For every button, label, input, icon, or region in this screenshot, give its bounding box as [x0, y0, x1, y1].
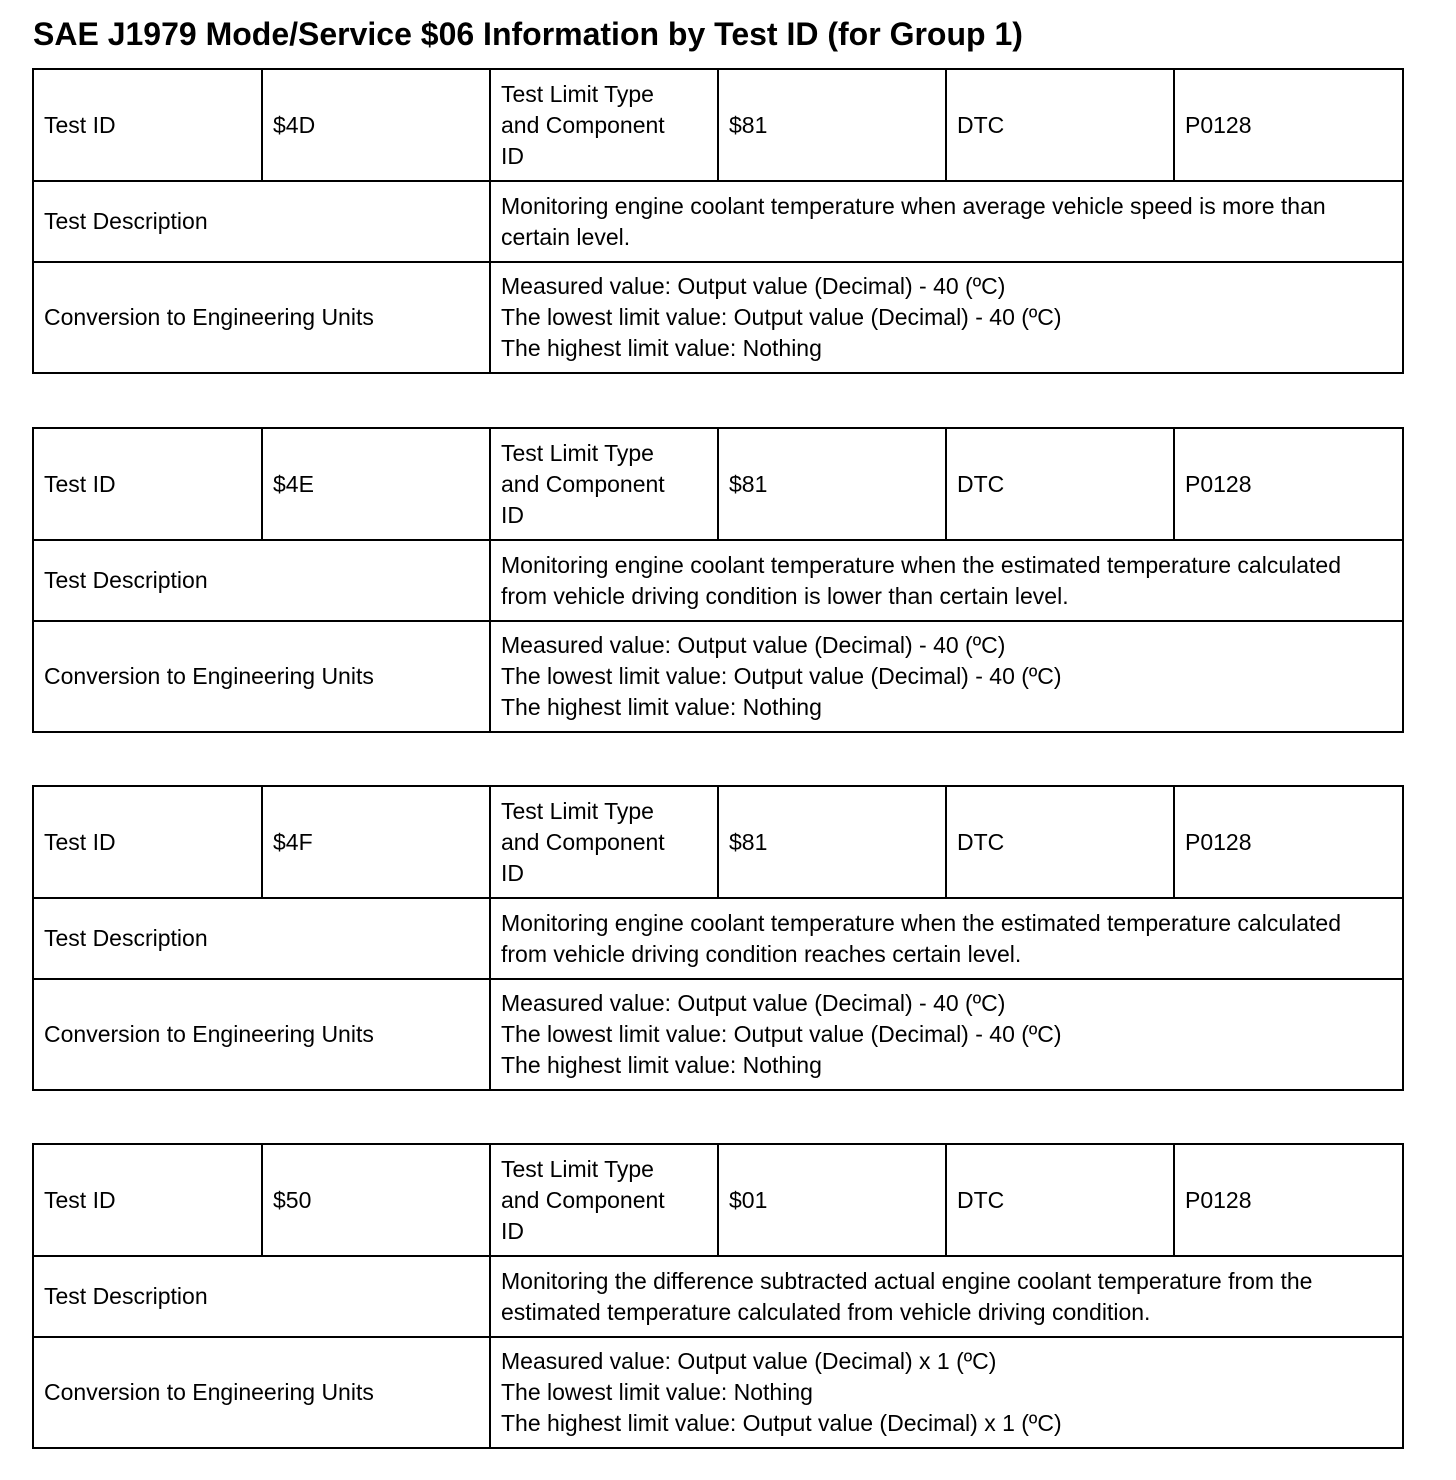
dtc-value: P0128 [1174, 428, 1403, 540]
test-id-value: $4F [262, 786, 490, 898]
test-limit-type-value: $81 [718, 428, 946, 540]
test-description-value: Monitoring engine coolant temperature when the estimated temperature calculated from vehicle driving condition reaches certain level. [490, 898, 1403, 979]
dtc-label: DTC [946, 786, 1174, 898]
test-description-row [33, 181, 1403, 262]
test-description-value: Monitoring the difference subtracted actual engine coolant temperature from the estimated temperature calculated from vehicle driving condition. [490, 1256, 1403, 1337]
test-id-value: $4E [262, 428, 490, 540]
test-description-row [33, 898, 1403, 979]
conversion-row [33, 262, 1403, 373]
dtc-label: DTC [946, 69, 1174, 181]
conversion-value: Measured value: Output value (Decimal) - 40 (ºC) The lowest limit value: Output value (Decimal) - 40 (ºC) The highest limit value: Nothing [490, 979, 1403, 1090]
test-table [32, 785, 1404, 1091]
test-description-value: Monitoring engine coolant temperature when average vehicle speed is more than certain level. [490, 181, 1403, 262]
test-limit-type-value: $81 [718, 69, 946, 181]
dtc-label: DTC [946, 428, 1174, 540]
conversion-row [33, 1337, 1403, 1448]
test-description-row [33, 540, 1403, 621]
test-id-label: Test ID [33, 786, 262, 898]
test-id-label: Test ID [33, 428, 262, 540]
test-table [32, 68, 1404, 374]
test-id-label: Test ID [33, 1144, 262, 1256]
conversion-value: Measured value: Output value (Decimal) x 1 (ºC) The lowest limit value: Nothing The highest limit value: Output value (Decimal) x 1 (ºC) [490, 1337, 1403, 1448]
test-limit-type-label: Test Limit Type and Component ID [490, 786, 718, 898]
test-limit-type-value: $01 [718, 1144, 946, 1256]
test-limit-type-label: Test Limit Type and Component ID [490, 1144, 718, 1256]
conversion-label: Conversion to Engineering Units [33, 979, 490, 1090]
conversion-value: Measured value: Output value (Decimal) - 40 (ºC) The lowest limit value: Output value (Decimal) - 40 (ºC) The highest limit value: Nothing [490, 621, 1403, 732]
test-table [32, 1143, 1404, 1449]
test-id-row [33, 69, 1403, 181]
test-id-row [33, 428, 1403, 540]
test-table [32, 427, 1404, 733]
conversion-label: Conversion to Engineering Units [33, 262, 490, 373]
conversion-row [33, 621, 1403, 732]
test-id-value: $4D [262, 69, 490, 181]
page-title: SAE J1979 Mode/Service $06 Information by Test ID (for Group 1) [33, 16, 1023, 52]
dtc-value: P0128 [1174, 69, 1403, 181]
test-description-label: Test Description [33, 181, 490, 262]
dtc-value: P0128 [1174, 786, 1403, 898]
conversion-label: Conversion to Engineering Units [33, 1337, 490, 1448]
test-id-row [33, 1144, 1403, 1256]
test-description-value: Monitoring engine coolant temperature when the estimated temperature calculated from vehicle driving condition is lower than certain level. [490, 540, 1403, 621]
test-limit-type-label: Test Limit Type and Component ID [490, 69, 718, 181]
test-id-row [33, 786, 1403, 898]
test-description-label: Test Description [33, 540, 490, 621]
test-limit-type-value: $81 [718, 786, 946, 898]
test-description-label: Test Description [33, 1256, 490, 1337]
test-id-label: Test ID [33, 69, 262, 181]
dtc-value: P0128 [1174, 1144, 1403, 1256]
test-description-row [33, 1256, 1403, 1337]
conversion-row [33, 979, 1403, 1090]
conversion-label: Conversion to Engineering Units [33, 621, 490, 732]
dtc-label: DTC [946, 1144, 1174, 1256]
test-description-label: Test Description [33, 898, 490, 979]
conversion-value: Measured value: Output value (Decimal) - 40 (ºC) The lowest limit value: Output value (Decimal) - 40 (ºC) The highest limit value: Nothing [490, 262, 1403, 373]
test-limit-type-label: Test Limit Type and Component ID [490, 428, 718, 540]
test-id-value: $50 [262, 1144, 490, 1256]
